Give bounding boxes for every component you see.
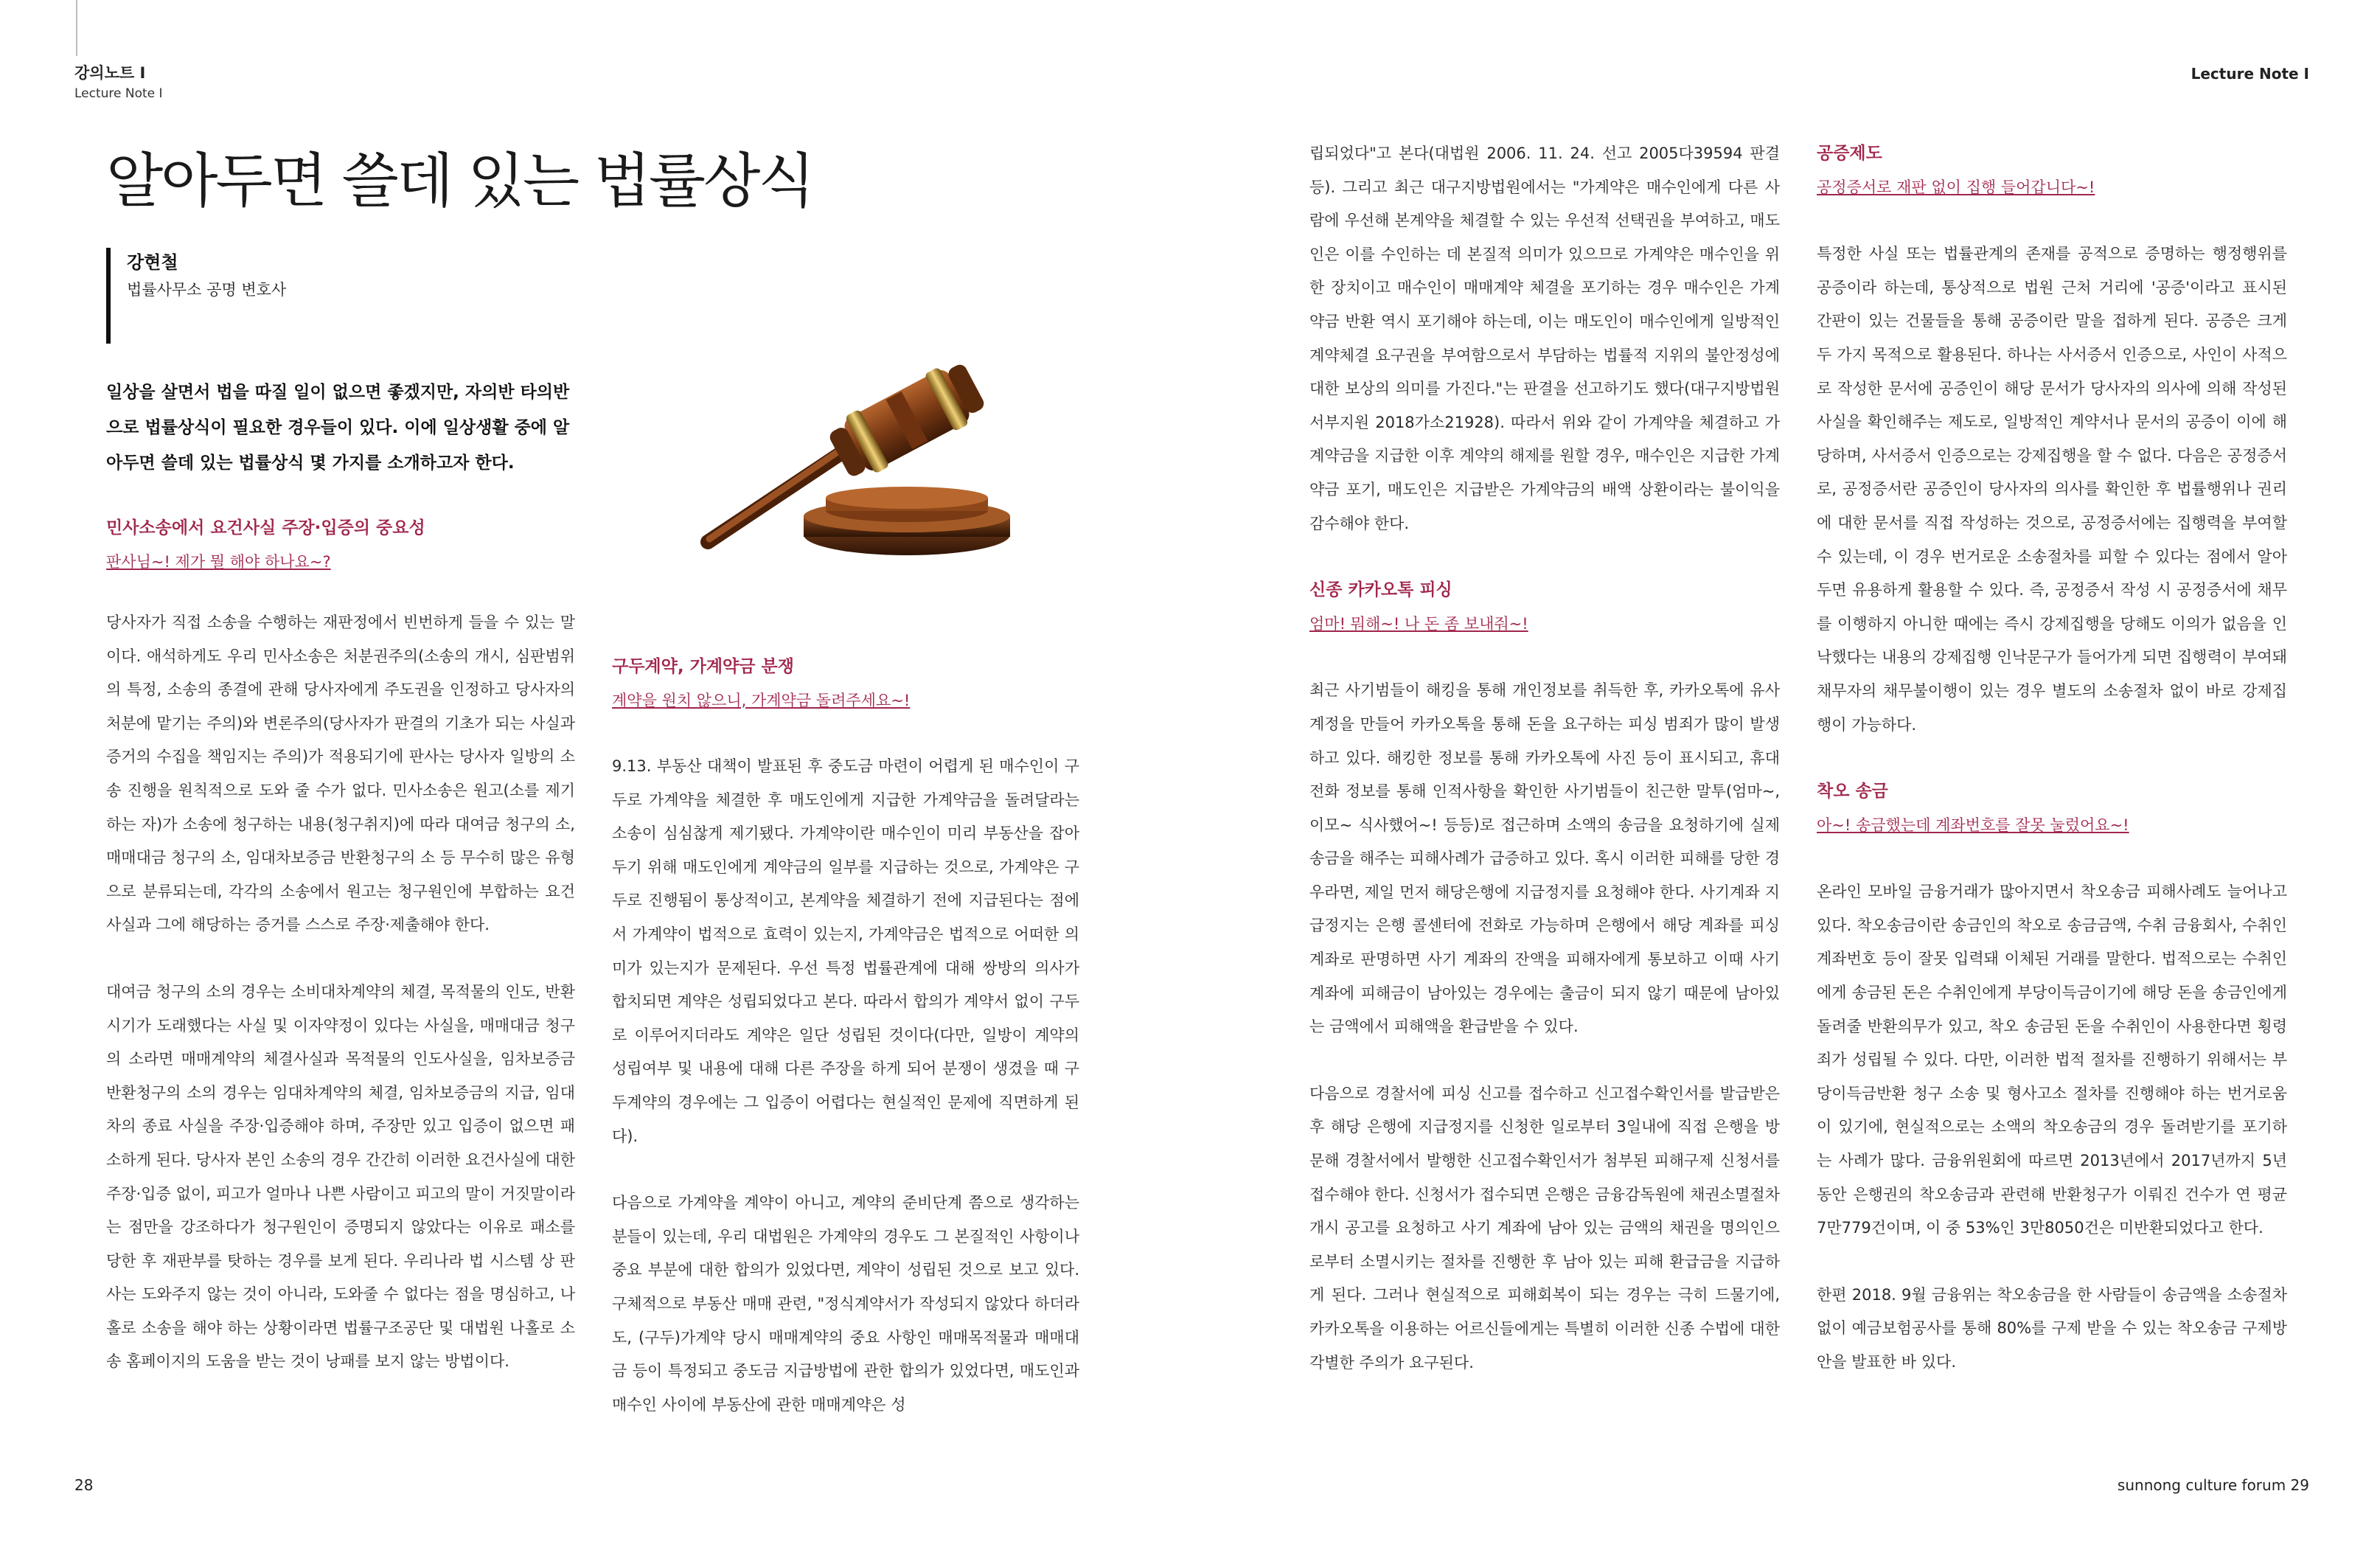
- column-3: [1309, 137, 1780, 1380]
- column-4: [1817, 137, 2287, 1380]
- running-header-left: [74, 62, 163, 103]
- header-rule: [76, 0, 77, 56]
- author-name: 강현철: [127, 252, 178, 273]
- paragraph: 온라인 모바일 금융거래가 많아지면서 착오송금 피해사례도 늘어나고 있다. 착오송금이란 송금인의 착오로 송금금액, 수취 금융회사, 수취인 계좌번호 등이 잘못 입력돼 이체된 거래를 말한다. 법적으로는 수취인에게 송금된 돈은 수취인에게 부당이득금이기에 해당 돈을 송금인에게 돌려줄 반환의무가 있고, 착오 송금된 돈을 수취인이 사용한다면 횡령죄가 성립될 수 있다. 다만, 이러한 법적 절차를 진행하기 위해서는 부당이득금반환 청구 소송 및 형사고소 절차를 진행해야 하는 번거로움이 있기에, 현실적으로는 소액의 착오송금의 경우 돌려받기를 포기하는 사례가 많다. 금융위원회에 따르면 2013년에서 2017년까지 5년 동안 은행권의 착오송금과 관련해 반환청구가 이뤄진 건수가 연 평균 7만779건이며, 이 중 53%인 3만8050건은 미반환되었다고 한다.: [1817, 883, 2287, 1237]
- page-number-left: 28: [74, 1476, 94, 1494]
- paragraph: 다음으로 경찰서에 피싱 신고를 접수하고 신고접수확인서를 발급받은 후 해당 은행에 지급정지를 신청한 일로부터 3일내에 직접 은행을 방문해 경찰서에서 발행한 신고접수확인서가 첨부된 피해구제 신청서를 접수해야 한다. 신청서가 접수되면 은행은 금융감독원에 채권소멸절차 개시 공고를 요청하고 사기 계좌에 남아 있는 금액의 채권을 명의인으로부터 소멸시키는 절차를 진행한 후 남아 있는 피해 환급금을 지급하게 된다. 그러나 현실적으로 피해회복이 되는 경우는 극히 드물기에, 카카오톡을 이용하는 어르신들에게는 특별히 이러한 신종 수법에 대한 각별한 주의가 요구된다.: [1309, 1084, 1780, 1372]
- lead-paragraph: 일상을 살면서 법을 따질 일이 없으면 좋겠지만, 자의반 타의반으로 법률상식이 필요한 경우들이 있다. 이에 일상생활 중에 알아두면 쓸데 있는 법률상식 몇 가지를 소개하고자 한다.: [106, 383, 570, 473]
- section-label-en: Lecture Note I: [74, 86, 163, 101]
- section-title: 신종 카카오톡 피싱: [1309, 580, 1452, 600]
- paragraph: 최근 사기범들이 해킹을 통해 개인정보를 취득한 후, 카카오톡에 유사계정을 만들어 카카오톡을 통해 돈을 요구하는 피싱 범죄가 많이 발생하고 있다. 해킹한 정보를 통해 카카오톡에 사진 등이 표시되고, 휴대전화 정보를 통해 인적사항을 확인한 사기범들이 친근한 말투(엄마~, 이모~ 식사했어~! 등등)로 접근하며 소액의 송금을 요청하기에 실제 송금을 해주는 피해사례가 급증하고 있다. 혹시 이러한 피해를 당한 경우라면, 제일 먼저 해당은행에 지급정지를 요청해야 한다. 사기계좌 지급정지는 은행 콜센터에 전화로 가능하며 은행에서 해당 계좌를 피싱 계좌로 판명하면 사기 계좌의 잔액을 피해자에게 통보하고 이때 사기계좌에 피해금이 남아있는 경우에는 출금이 되지 않기 때문에 남아있는 금액에서 피해액을 환급받을 수 있다.: [1309, 681, 1780, 1036]
- paragraph: 대여금 청구의 소의 경우는 소비대차계약의 체결, 목적물의 인도, 반환시기가 도래했다는 사실 및 이자약정이 있다는 사실을, 매매대금 청구의 소라면 매매계약의 체결사실과 목적물의 인도사실을, 임차보증금 반환청구의 소의 경우는 임대차계약의 체결, 임차보증금의 지급, 임대차의 종료 사실을 주장·입증해야 하며, 주장만 있고 입증이 없으면 패소하게 된다. 당사자 본인 소송의 경우 간간히 이러한 요건사실에 대한 주장·입증 없이, 피고가 얼마나 나쁜 사람이고 피고의 말이 거짓말이라는 점만을 강조하다가 청구원인이 증명되지 않았다는 이유로 패소를 당한 후 재판부를 탓하는 경우를 보게 된다. 우리나라 법 시스템 상 판사는 도와주지 않는 것이 아니라, 도와줄 수 없다는 점을 명심하고, 나홀로 소송을 해야 하는 상황이라면 법률구조공단 및 대법원 나홀로 소송 홈페이지의 도움을 받는 것이 낭패를 보지 않는 방법이다.: [106, 982, 575, 1371]
- paragraph: 다음으로 가계약을 계약이 아니고, 계약의 준비단계 쯤으로 생각하는 분들이 있는데, 우리 대법원은 가계약의 경우도 그 본질적인 사항이나 중요 부분에 대한 합의가 있었다면, 계약이 성립된 것으로 보고 있다. 구체적으로 부동산 매매 관련, "정식계약서가 작성되지 않았다 하더라도, (구두)가계약 당시 매매계약의 중요 사항인 매매목적물과 매매대금 등이 특정되고 중도금 지급방법에 관한 합의가 있었다면, 매도인과 매수인 사이에 부동산에 관한 매매계약은 성: [612, 1194, 1079, 1414]
- running-header-right: Lecture Note I: [2191, 65, 2309, 83]
- paragraph: 당사자가 직접 소송을 수행하는 재판정에서 빈번하게 들을 수 있는 말이다. 애석하게도 우리 민사소송은 처분권주의(소송의 개시, 심판범위의 특정, 소송의 종결에 관해 당사자에게 주도권을 인정하고 당사자의 처분에 맡기는 주의)와 변론주의(당사자가 판결의 기초가 되는 사실과 증거의 수집을 책임지는 주의)가 적용되기에 판사는 당사자 일방의 소송 진행을 원칙적으로 도와 줄 수가 없다. 민사소송은 원고(소를 제기하는 자)가 소송에 청구하는 내용(청구취지)에 따라 대여금 청구의 소, 매매대금 청구의 소, 임대차보증금 반환청구의 소 등 무수히 많은 유형으로 분류되는데, 각각의 소송에서 원고는 청구원인에 부합하는 요건사실과 그에 해당하는 증거를 스스로 주장·제출해야 한다.: [106, 614, 575, 934]
- author-affiliation: 법률사무소 공명 변호사: [127, 281, 287, 299]
- section-header-contract: [612, 650, 910, 717]
- section-header-civil: [106, 512, 425, 579]
- paragraph: 9.13. 부동산 대책이 발표된 후 중도금 마련이 어렵게 된 매수인이 구두로 가계약을 체결한 후 매도인에게 지급한 가계약금을 돌려달라는 소송이 심심찮게 제기됐다. 가계약이란 매수인이 미리 부동산을 잡아두기 위해 매도인에게 계약금의 일부를 지급하는 것으로, 가계약은 구두로 진행됨이 통상적이고, 본계약을 체결하기 전에 지급된다는 점에서 가계약이 법적으로 효력이 있는지, 가계약금은 법적으로 어떠한 의미가 있는지가 문제된다. 우선 특정 법률관계에 대해 쌍방의 의사가 합치되면 계약은 성립되었다고 본다. 따라서 합의가 계약서 없이 구두로 이루어지더라도 계약은 일단 성립된 것이다(다만, 일방이 계약의 성립여부 및 내용에 대해 다른 주장을 하게 되어 분쟁이 생겼을 때 구두계약의 경우에는 그 입증이 어렵다는 현실적인 문제에 직면하게 된다).: [612, 757, 1079, 1145]
- section-label: 강의노트 I: [74, 64, 146, 82]
- gavel-icon: [686, 347, 1025, 568]
- article-title: 알아두면 쓸데 있는 법률상식: [106, 147, 813, 215]
- section-title: 공증제도: [1817, 144, 1882, 163]
- paragraph: 립되었다"고 본다(대법원 2006. 11. 24. 선고 2005다39594 판결 등). 그리고 최근 대구지방법원에서는 "가계약은 매수인에게 다른 사람에 우선해 본계약을 체결할 수 있는 우선적 선택권을 부여하고, 매도인은 이를 수인하는 데 본질적 의미가 있으므로 가계약은 매수인을 위한 장치이고 매수인이 매매계약 체결을 포기하는 경우 매수인은 가계약금 반환 역시 포기해야 하는데, 이는 매도인이 매수인에게 일방적인 계약체결 요구권을 부여함으로서 부담하는 법률적 지위의 불안정성에 대한 보상의 의미를 가진다."는 판결을 선고하기도 했다(대구지방법원 서부지원 2018가소21928). 따라서 위와 같이 가계약을 체결하고 가계약금을 지급한 이후 계약의 해제를 원할 경우, 매수인은 지급한 가계약금 포기, 매도인은 지급받은 가계약금의 배액 상환이라는 불이익을 감수해야 한다.: [1309, 145, 1780, 532]
- section-subtitle: 엄마! 뭐해~! 나 돈 좀 보내줘~!: [1309, 614, 1528, 633]
- section-title: 민사소송에서 요건사실 주장·입증의 중요성: [106, 518, 425, 538]
- section-subtitle: 계약을 원치 않으니, 가계약금 돌려주세요~!: [612, 691, 911, 709]
- column-2: [612, 750, 1079, 1422]
- paragraph: 특정한 사실 또는 법률관계의 존재를 공적으로 증명하는 행정행위를 공증이라 하는데, 통상적으로 법원 근처 거리에 '공증'이라고 표시된 간판이 있는 건물들을 통해 공증이란 말을 접하게 된다. 공증은 크게 두 가지 목적으로 활용된다. 하나는 사서증서 인증으로, 사인이 사적으로 작성한 문서에 공증인이 해당 문서가 당사자의 의사에 의해 작성된 사실을 확인해주는 제도로, 일방적인 계약서나 문서의 공증이 이에 해당하며, 사서증서 인증으로는 강제집행을 할 수 없다. 다음은 공정증서로, 공정증서란 공증인이 당사자의 의사를 확인한 후 법률행위나 권리에 대한 문서를 직접 작성하는 것으로, 공정증서에는 집행력을 부여할 수 있는데, 이 경우 번거로운 소송절차를 피할 수 있다는 점에서 알아두면 유용하게 활용할 수 있다. 즉, 공정증서 작성 시 공정증서에 채무를 이행하지 아니한 때에는 즉시 강제집행을 당해도 이의가 없음을 인낙했다는 내용의 강제집행 인낙문구가 들어가게 되면 집행력이 부여돼 채무자의 채무불이행이 있는 경우 별도의 소송절차 없이 바로 강제집행이 가능하다.: [1817, 245, 2287, 734]
- section-subtitle: 공정증서로 재판 없이 집행 들어갑니다~!: [1817, 178, 2095, 196]
- page-number-right: sunnong culture forum 29: [2117, 1476, 2309, 1494]
- section-subtitle: 판사님~! 제가 뭘 해야 하나요~?: [106, 552, 331, 571]
- author-block: [106, 248, 286, 344]
- section-title: 착오 송금: [1817, 782, 1888, 802]
- section-subtitle: 아~! 송금했는데 계좌번호를 잘못 눌렀어요~!: [1817, 816, 2129, 834]
- section-title: 구두계약, 가계약금 분쟁: [612, 657, 794, 676]
- paragraph: 한편 2018. 9월 금융위는 착오송금을 한 사람들이 송금액을 소송절차 없이 예금보험공사를 통해 80%를 구제 받을 수 있는 착오송금 구제방안을 발표한 바 있다.: [1817, 1285, 2287, 1371]
- column-1: [106, 606, 575, 1379]
